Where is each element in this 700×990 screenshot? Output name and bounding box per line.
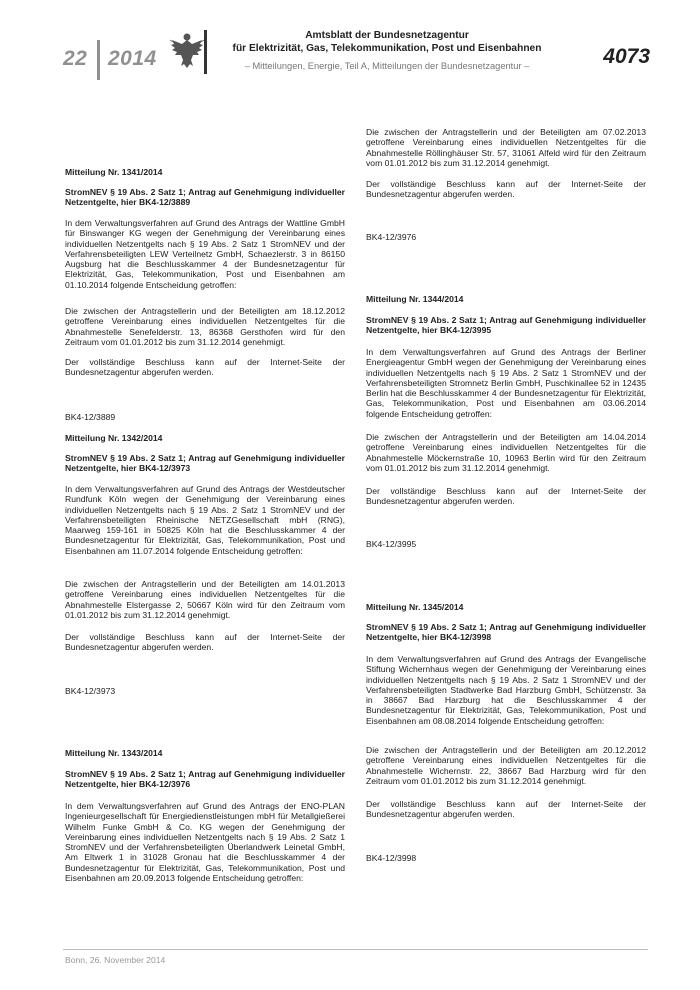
footer-divider	[63, 949, 648, 950]
notice-1341-heading: StromNEV § 19 Abs. 2 Satz 1; Antrag auf Genehmigung individueller Netzentgelte, hier BK4-12/3889	[65, 187, 345, 208]
notice-1343-heading: StromNEV § 19 Abs. 2 Satz 1; Antrag auf Genehmigung individueller Netzentgelte, hier BK4-12/3976	[65, 769, 345, 790]
notice-1345-heading: StromNEV § 19 Abs. 2 Satz 1; Antrag auf Genehmigung individueller Netzentgelte, hier BK4-12/3998	[366, 622, 646, 643]
gazette-title	[219, 30, 555, 55]
issue-number: 22	[63, 47, 88, 70]
federal-eagle-icon	[168, 30, 206, 72]
notice-1344-reference: BK4-12/3995	[366, 539, 417, 549]
notice-1342-heading: StromNEV § 19 Abs. 2 Satz 1; Antrag auf Genehmigung individueller Netzentgelte, hier BK4-12/3973	[65, 453, 345, 474]
notice-1345-para1: In dem Verwaltungsverfahren auf Grund des Antrags der Evangelische Stiftung Wichernhaus wegen der Genehmigung der Vereinbarung eines individuellen Netzentgelts nach § 19 Abs. 2 Satz 1 StromNEV und der Verfahrensbeteiligten Stadtwerke Bad Harzburg GmbH, Schützenstr. 3a in 38667 Bad Harzburg hat die Beschlusskammer 4 der Bundesnetzagentur für Elektrizität, Gas, Telekommunikation, Post und Eisenbahnen am 08.08.2014 folgende Entscheidung getroffen:	[366, 654, 646, 726]
gazette-subtitle: – Mitteilungen, Energie, Teil A, Mitteilungen der Bundesnetzagentur –	[244, 61, 530, 71]
header-divider	[97, 40, 100, 80]
notice-1341-para1: In dem Verwaltungsverfahren auf Grund des Antrags der Wattline GmbH für Binswanger KG wegen der Genehmigung der Vereinbarung eines individuellen Netzentgelts nach § 19 Abs. 2 Satz 1 StromNEV und der Verfahrensbeteiligten LEW Verteilnetz GmbH, Schaezlerstr. 3 in 86150 Augsburg hat die Beschlusskammer 4 der Bundesnetzagentur für Elektrizität, Gas, Telekommunikation, Post und Eisenbahnen am 01.10.2014 folgende Entscheidung getroffen:	[65, 218, 345, 290]
notice-1343-para1: In dem Verwaltungsverfahren auf Grund des Antrags der ENO-PLAN Ingenieurgesellschaft für Energiedienstleistungen mbH für Metallgießerei Wilhelm Funke GmbH & Co. KG wegen der Genehmigung der Vereinbarung eines individuellen Netzentgelts nach § 19 Abs. 2 Satz 1 StromNEV und der Verfahrensbeteiligten Überlandwerk Leinetal GmbH, Am Eltwerk 1 in 31028 Gronau hat die Beschlusskammer 4 der Bundesnetzagentur für Elektrizität, Gas, Telekommunikation, Post und Eisenbahnen am 20.09.2013 folgende Entscheidung getroffen:	[65, 801, 345, 884]
notice-1343-title: Mitteilung Nr. 1343/2014	[65, 748, 163, 758]
notice-1341-title: Mitteilung Nr. 1341/2014	[65, 167, 163, 177]
notice-1342-para1: In dem Verwaltungsverfahren auf Grund des Antrags der Westdeutscher Rundfunk Köln wegen der Genehmigung der Vereinbarung eines individuellen Netzentgelts nach § 19 Abs. 2 Satz 1 StromNEV und der Verfahrensbeteiligten Rheinische NETZGesellschaft mbH (RNG), Maarweg 159-161 in 50825 Köln hat die Beschlusskammer 4 der Bundesnetzagentur für Elektrizität, Gas, Telekommunikation, Post und Eisenbahnen am 11.07.2014 folgende Entscheidung getroffen:	[65, 484, 345, 556]
notice-1344-para3: Der vollständige Beschluss kann auf der Internet-Seite der Bundesnetzagentur abgerufen werden.	[366, 486, 646, 507]
notice-1341-reference: BK4-12/3889	[65, 412, 116, 422]
notice-1344-heading: StromNEV § 19 Abs. 2 Satz 1; Antrag auf Genehmigung individueller Netzentgelte, hier BK4-12/3995	[366, 315, 646, 336]
notice-1342-title: Mitteilung Nr. 1342/2014	[65, 433, 163, 443]
notice-1345-para3: Der vollständige Beschluss kann auf der Internet-Seite der Bundesnetzagentur abgerufen werden.	[366, 799, 646, 820]
footer-date: Bonn, 26. November 2014	[65, 955, 166, 965]
issue-year: 2014	[108, 47, 157, 70]
notice-1343-para2: Die zwischen der Antragstellerin und der Beteiligten am 07.02.2013 getroffene Vereinbarung eines individuellen Netzentgeltes für die Abnahmestelle Röllinghäuser Str. 57, 31061 Alfeld wird für den Zeitraum vom 01.01.2012 bis zum 31.12.2014 genehmigt.	[366, 127, 646, 168]
page-number: 4073	[603, 45, 650, 68]
emblem-divider	[204, 30, 207, 74]
notice-1345-title: Mitteilung Nr. 1345/2014	[366, 602, 464, 612]
notice-1345-reference: BK4-12/3998	[366, 853, 417, 863]
notice-1341-para3: Der vollständige Beschluss kann auf der Internet-Seite der Bundesnetzagentur abgerufen werden.	[65, 357, 345, 378]
notice-1344-title: Mitteilung Nr. 1344/2014	[366, 294, 464, 304]
notice-1345-para2: Die zwischen der Antragstellerin und der Beteiligten am 20.12.2012 getroffene Vereinbarung eines individuellen Netzentgeltes für die Abnahmestelle Wichernstr. 22, 38667 Bad Harzburg wird für den Zeitraum vom 01.01.2012 bis zum 31.12.2014 genehmigt.	[366, 745, 646, 786]
notice-1344-para1: In dem Verwaltungsverfahren auf Grund des Antrags der Berliner Energieagentur GmbH wegen der Genehmigung der Vereinbarung eines individuellen Netzentgelts nach § 19 Abs. 2 Satz 1 StromNEV und der Verfahrensbeteiligten Stromnetz Berlin GmbH, Puschkinallee 52 in 12435 Berlin hat die Beschlusskammer 4 der Bundesnetzagentur für Elektrizität, Gas, Telekommunikation, Post und Eisenbahnen am 03.06.2014 folgende Entscheidung getroffen:	[366, 347, 646, 419]
notice-1341-para2: Die zwischen der Antragstellerin und der Beteiligten am 18.12.2012 getroffene Vereinbarung eines individuellen Netzentgeltes für die Abnahmestelle Senefelderstr. 13, 86368 Gersthofen wird für den Zeitraum vom 01.01.2012 bis zum 31.12.2014 genehmigt.	[65, 306, 345, 347]
gazette-title-line1: Amtsblatt der Bundesnetzagentur	[305, 30, 469, 41]
notice-1342-para3: Der vollständige Beschluss kann auf der Internet-Seite der Bundesnetzagentur abgerufen werden.	[65, 632, 345, 653]
gazette-title-line2: für Elektrizität, Gas, Telekommunikation, Post und Eisenbahnen	[232, 42, 542, 54]
notice-1342-para2: Die zwischen der Antragstellerin und der Beteiligten am 14.01.2013 getroffene Vereinbarung eines individuellen Netzentgeltes für die Abnahmestelle Elstergasse 2, 50667 Köln wird für den Zeitraum vom 01.01.2012 bis zum 31.12.2014 genehmigt.	[65, 579, 345, 620]
notice-1343-reference: BK4-12/3976	[366, 232, 417, 242]
notice-1342-reference: BK4-12/3973	[65, 686, 116, 696]
notice-1343-para3: Der vollständige Beschluss kann auf der Internet-Seite der Bundesnetzagentur abgerufen werden.	[366, 179, 646, 200]
notice-1344-para2: Die zwischen der Antragstellerin und der Beteiligten am 14.04.2014 getroffene Vereinbarung eines individuellen Netzentgeltes für die Abnahmestelle Möckernstraße 10, 10963 Berlin wird für den Zeitraum vom 01.01.2012 bis zum 31.12.2014 genehmigt.	[366, 432, 646, 473]
